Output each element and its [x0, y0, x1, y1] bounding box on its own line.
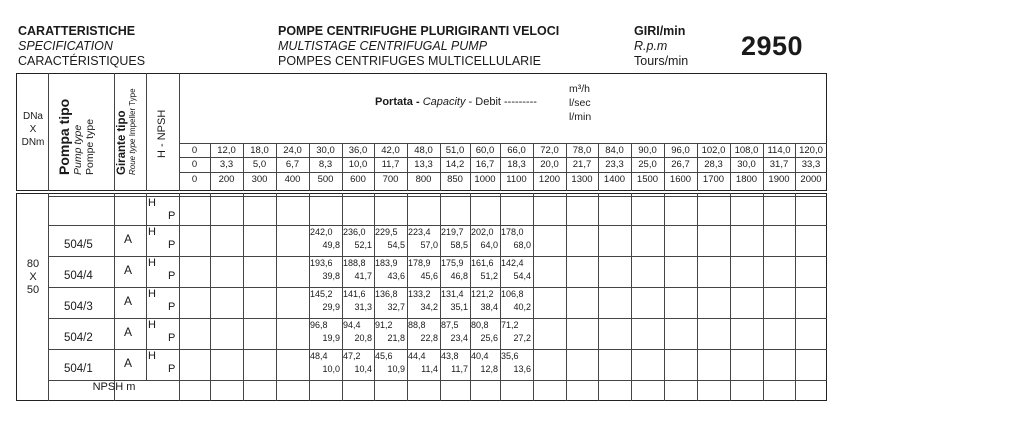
flow-value: 11,7: [381, 159, 400, 170]
title-it: CARATTERISTICHE: [18, 24, 136, 38]
power-value: 22,8: [420, 333, 438, 343]
power-value: 39,8: [322, 271, 340, 281]
head-value: 236,0: [343, 227, 366, 237]
head-value: 142,4: [501, 258, 524, 268]
flow-value: 20,0: [540, 159, 559, 170]
rpm-label-it: GIRI/min: [634, 24, 686, 38]
power-value: 68,0: [513, 240, 531, 250]
flow-value: 1900: [768, 174, 790, 185]
flow-value: 18,3: [507, 159, 526, 170]
power-value: 40,2: [513, 302, 531, 312]
flow-value: 1600: [669, 174, 692, 185]
head-value: 141,6: [343, 289, 366, 299]
impeller-type-header: Girante tipo Roue type Impeller Type: [116, 88, 137, 175]
p-label: P: [168, 363, 176, 375]
product-it: POMPE CENTRIFUGHE PLURIGIRANTI VELOCI: [278, 24, 560, 38]
flow-value: 1100: [506, 174, 527, 185]
flow-value: 72,0: [540, 145, 559, 156]
title-fr: CARACTÉRISTIQUES: [18, 54, 146, 68]
head-value: 106,8: [501, 289, 524, 299]
flow-value: 33,3: [801, 159, 821, 170]
power-value: 35,1: [450, 302, 468, 312]
flow-value: 3,3: [219, 159, 234, 170]
flow-value: 0: [191, 145, 198, 156]
p-label: P: [168, 301, 176, 313]
power-value: 10,0: [322, 364, 340, 374]
head-value: 40,4: [471, 351, 489, 361]
head-value: 131,4: [441, 289, 464, 299]
head-value: 45,6: [375, 351, 393, 361]
pump-model: 504/1: [64, 363, 93, 375]
flow-value: 25,0: [638, 159, 657, 170]
flow-value: 0: [191, 159, 198, 170]
header-left: [18, 24, 145, 69]
h-label: H: [148, 197, 156, 209]
head-value: 183,9: [375, 258, 398, 268]
flow-value: 300: [251, 174, 268, 185]
flow-value: 30,0: [737, 159, 756, 170]
flow-value: 120,0: [799, 145, 823, 156]
product-en: MULTISTAGE CENTRIFUGAL PUMP: [278, 39, 488, 53]
head-value: 133,2: [408, 289, 431, 299]
power-value: 10,4: [354, 364, 372, 374]
head-value: 219,7: [441, 227, 464, 237]
flow-value: 21,7: [572, 159, 592, 170]
power-value: 20,8: [354, 333, 372, 343]
pump-model: 504/4: [64, 270, 93, 282]
flow-value: 850: [447, 174, 463, 185]
h-label: H: [148, 350, 156, 362]
flow-value: 26,7: [671, 159, 690, 170]
head-value: 178,0: [501, 227, 524, 237]
capacity-units: m³/h l/sec l/min: [569, 83, 592, 123]
head-value: 175,9: [441, 258, 464, 268]
head-value: 80,8: [471, 320, 489, 330]
product-fr: POMPES CENTRIFUGES MULTICELLULARIE: [278, 54, 542, 68]
head-value: 242,0: [310, 227, 333, 237]
flow-value: 36,0: [348, 145, 368, 156]
header-center: [278, 24, 559, 69]
power-value: 11,7: [451, 364, 468, 374]
flow-value: 14,2: [445, 159, 465, 170]
head-value: 96,8: [310, 320, 328, 330]
flow-value: 5,0: [252, 159, 267, 170]
flow-value: 6,7: [285, 159, 300, 170]
power-value: 58,5: [450, 240, 468, 250]
flow-value: 18,0: [250, 145, 269, 156]
impeller-type: A: [124, 356, 133, 370]
power-value: 45,6: [420, 271, 438, 281]
power-value: 51,2: [480, 271, 498, 281]
power-value: 25,6: [480, 333, 498, 343]
capacity-header: Portata - Capacity - Debit ---------: [375, 96, 537, 108]
flow-value: 8,3: [318, 159, 333, 170]
head-value: 88,8: [408, 320, 426, 330]
head-value: 161,6: [471, 258, 494, 268]
flow-value: 400: [284, 174, 301, 185]
head-value: 202,0: [471, 227, 494, 237]
flow-value: 2000: [800, 174, 822, 185]
pump-model: 504/5: [64, 239, 93, 251]
p-label: P: [168, 210, 176, 222]
head-value: 121,2: [471, 289, 494, 299]
flow-value: 1400: [603, 174, 626, 185]
flow-value: 500: [317, 174, 334, 185]
head-value: 193,6: [310, 258, 333, 268]
flow-value: 16,7: [475, 159, 495, 170]
head-value: 136,8: [375, 289, 398, 299]
head-value: 87,5: [441, 320, 459, 330]
power-value: 57,0: [420, 240, 438, 250]
flow-value: 12,0: [217, 145, 236, 156]
impeller-type: A: [124, 263, 133, 277]
impeller-type: A: [124, 325, 133, 339]
head-value: 188,8: [343, 258, 366, 268]
power-value: 46,8: [450, 271, 468, 281]
power-value: 54,4: [513, 271, 531, 281]
body-grid-line: [48, 225, 827, 226]
power-value: 10,9: [387, 364, 405, 374]
pump-model: 504/2: [64, 332, 93, 344]
pump-model: 504/3: [64, 301, 93, 313]
power-value: 32,7: [387, 302, 405, 312]
power-value: 64,0: [480, 240, 498, 250]
power-value: 12,8: [480, 364, 498, 374]
flow-value: 1000: [474, 174, 496, 185]
flow-value: 96,0: [671, 145, 690, 156]
flow-value: 1800: [735, 174, 758, 185]
flow-value: 102,0: [701, 145, 726, 156]
npsh-label: NPSH m: [92, 381, 136, 393]
power-value: 11,4: [421, 364, 438, 374]
body-grid-line: [48, 349, 827, 350]
power-value: 29,9: [322, 302, 340, 312]
impeller-type: A: [124, 294, 133, 308]
flow-value: 600: [350, 174, 366, 185]
p-label: P: [168, 332, 176, 344]
rpm-value: 2950: [741, 31, 804, 61]
h-label: H: [148, 226, 156, 238]
flow-value: 90,0: [638, 145, 657, 156]
head-value: 43,8: [441, 351, 459, 361]
title-en: SPECIFICATION: [18, 39, 113, 53]
flow-value: 48,0: [414, 145, 433, 156]
body-grid-line: [48, 287, 827, 288]
power-value: 54,5: [387, 240, 405, 250]
flow-value: 108,0: [734, 145, 759, 156]
flow-value: 30,0: [316, 145, 335, 156]
flow-value: 78,0: [572, 145, 592, 156]
head-value: 71,2: [501, 320, 519, 330]
flow-value: 800: [415, 174, 432, 185]
head-value: 48,4: [310, 351, 328, 361]
power-value: 21,8: [387, 333, 405, 343]
power-value: 23,4: [450, 333, 468, 343]
flow-value: 31,7: [769, 159, 789, 170]
body-grid-line: [48, 318, 827, 319]
flow-value: 1700: [702, 174, 725, 185]
rpm-label-en: R.p.m: [634, 39, 668, 53]
head-value: 94,4: [343, 320, 361, 330]
rpm-label-fr: Tours/min: [634, 54, 689, 68]
dn-header: DNa X DNm: [21, 111, 45, 148]
power-value: 41,7: [354, 271, 372, 281]
flow-value: 114,0: [767, 145, 791, 156]
head-value: 223,4: [408, 227, 431, 237]
flow-value: 200: [218, 174, 235, 185]
power-value: 13,6: [513, 364, 531, 374]
flow-value: 1500: [636, 174, 659, 185]
flow-value: 13,3: [414, 159, 433, 170]
body-grid-line: [48, 256, 827, 257]
flow-value: 28,3: [704, 159, 723, 170]
flow-value: 10,0: [348, 159, 368, 170]
power-value: 49,8: [322, 240, 340, 250]
flow-value: 51,0: [445, 145, 465, 156]
flow-value: 60,0: [475, 145, 495, 156]
flow-value: 1300: [571, 174, 593, 185]
header-rpm-labels: [634, 24, 688, 69]
flow-value: 66,0: [507, 145, 526, 156]
head-value: 178,9: [408, 258, 431, 268]
flow-value: 42,0: [381, 145, 400, 156]
p-label: P: [168, 270, 176, 282]
power-value: 38,4: [480, 302, 498, 312]
h-label: H: [148, 257, 156, 269]
dn-size: 80 X 50: [26, 258, 40, 296]
flow-value: 84,0: [605, 145, 624, 156]
head-value: 35,6: [501, 351, 519, 361]
power-value: 34,2: [420, 302, 438, 312]
power-value: 19,9: [322, 333, 340, 343]
h-npsh-header: H - NPSH: [156, 109, 168, 158]
head-value: 47,2: [343, 351, 361, 361]
flow-value: 0: [191, 174, 198, 185]
h-label: H: [148, 319, 156, 331]
power-value: 52,1: [354, 240, 372, 250]
impeller-type: A: [124, 232, 133, 246]
flow-value: 24,0: [283, 145, 302, 156]
power-value: 43,6: [387, 271, 405, 281]
head-value: 145,2: [310, 289, 333, 299]
h-label: H: [148, 288, 156, 300]
body-grid-line: [48, 380, 827, 381]
head-value: 229,5: [375, 227, 398, 237]
power-value: 27,2: [513, 333, 531, 343]
body-grid-line: [48, 196, 827, 197]
flow-value: 23,3: [605, 159, 624, 170]
flow-value: 1200: [538, 174, 561, 185]
power-value: 31,3: [354, 302, 372, 312]
pump-type-header: Pompa tipo Pump type Pompe type: [56, 98, 96, 175]
head-value: 91,2: [375, 320, 393, 330]
head-value: 44,4: [408, 351, 426, 361]
flow-value: 700: [382, 174, 399, 185]
p-label: P: [168, 239, 176, 251]
